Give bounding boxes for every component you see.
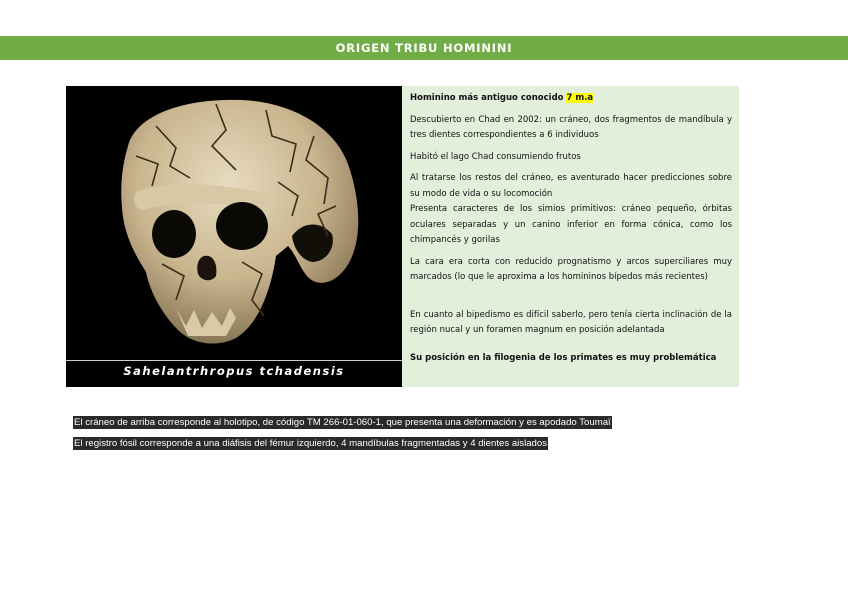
panel-paragraph: Al tratarse los restos del cráneo, es aventurado hacer predicciones sobre su modo de vida o su locomoción xyxy=(410,173,732,199)
note-holotype: El cráneo de arriba corresponde al holotipo, de código TM 266-01-060-1, que presenta una deformación y es apodado Toumaï xyxy=(74,417,611,428)
panel-paragraph: En cuanto al bipedismo es difícil saberlo, pero tenía cierta inclinación de la región nucal y un foramen magnum en posición adelantada xyxy=(410,309,732,335)
panel-paragraph: La cara era corta con reducido prognatismo y arcos superciliares muy marcados (lo que le aproxima a los homininos bípedos más recientes) xyxy=(410,256,732,282)
panel-paragraph: Presenta caracteres de los simios primitivos: cráneo pequeño, órbitas oculares separadas y un canino inferior en forma cónica, como los chimpancés y gorilas xyxy=(410,204,732,245)
page-title: ORIGEN TRIBU HOMININI xyxy=(335,41,513,55)
skull-fossil-icon xyxy=(66,86,402,360)
note-fossil-record: El registro fósil corresponde a una diáfisis del fémur izquierdo, 4 mandíbulas fragmentadas y 4 dientes aislados xyxy=(74,438,548,449)
photo-caption: Sahelantrhropus tchadensis xyxy=(123,364,345,378)
caption-divider xyxy=(66,360,402,361)
panel-paragraph: Descubierto en Chad en 2002: un cráneo, dos fragmentos de mandíbula y tres dientes correspondientes a 6 individuos xyxy=(410,114,732,140)
panel-title-text: Hominino más antiguo conocido xyxy=(410,93,564,103)
panel-paragraph: Habitó el lago Chad consumiendo frutos xyxy=(410,151,581,162)
info-panel xyxy=(402,86,739,387)
panel-title xyxy=(410,91,732,107)
header-banner xyxy=(0,36,848,60)
skull-photo xyxy=(66,86,402,387)
age-highlight: 7 m.a xyxy=(566,93,594,103)
panel-conclusion: Su posición en la filogenia de los primates es muy problemática xyxy=(410,352,717,363)
